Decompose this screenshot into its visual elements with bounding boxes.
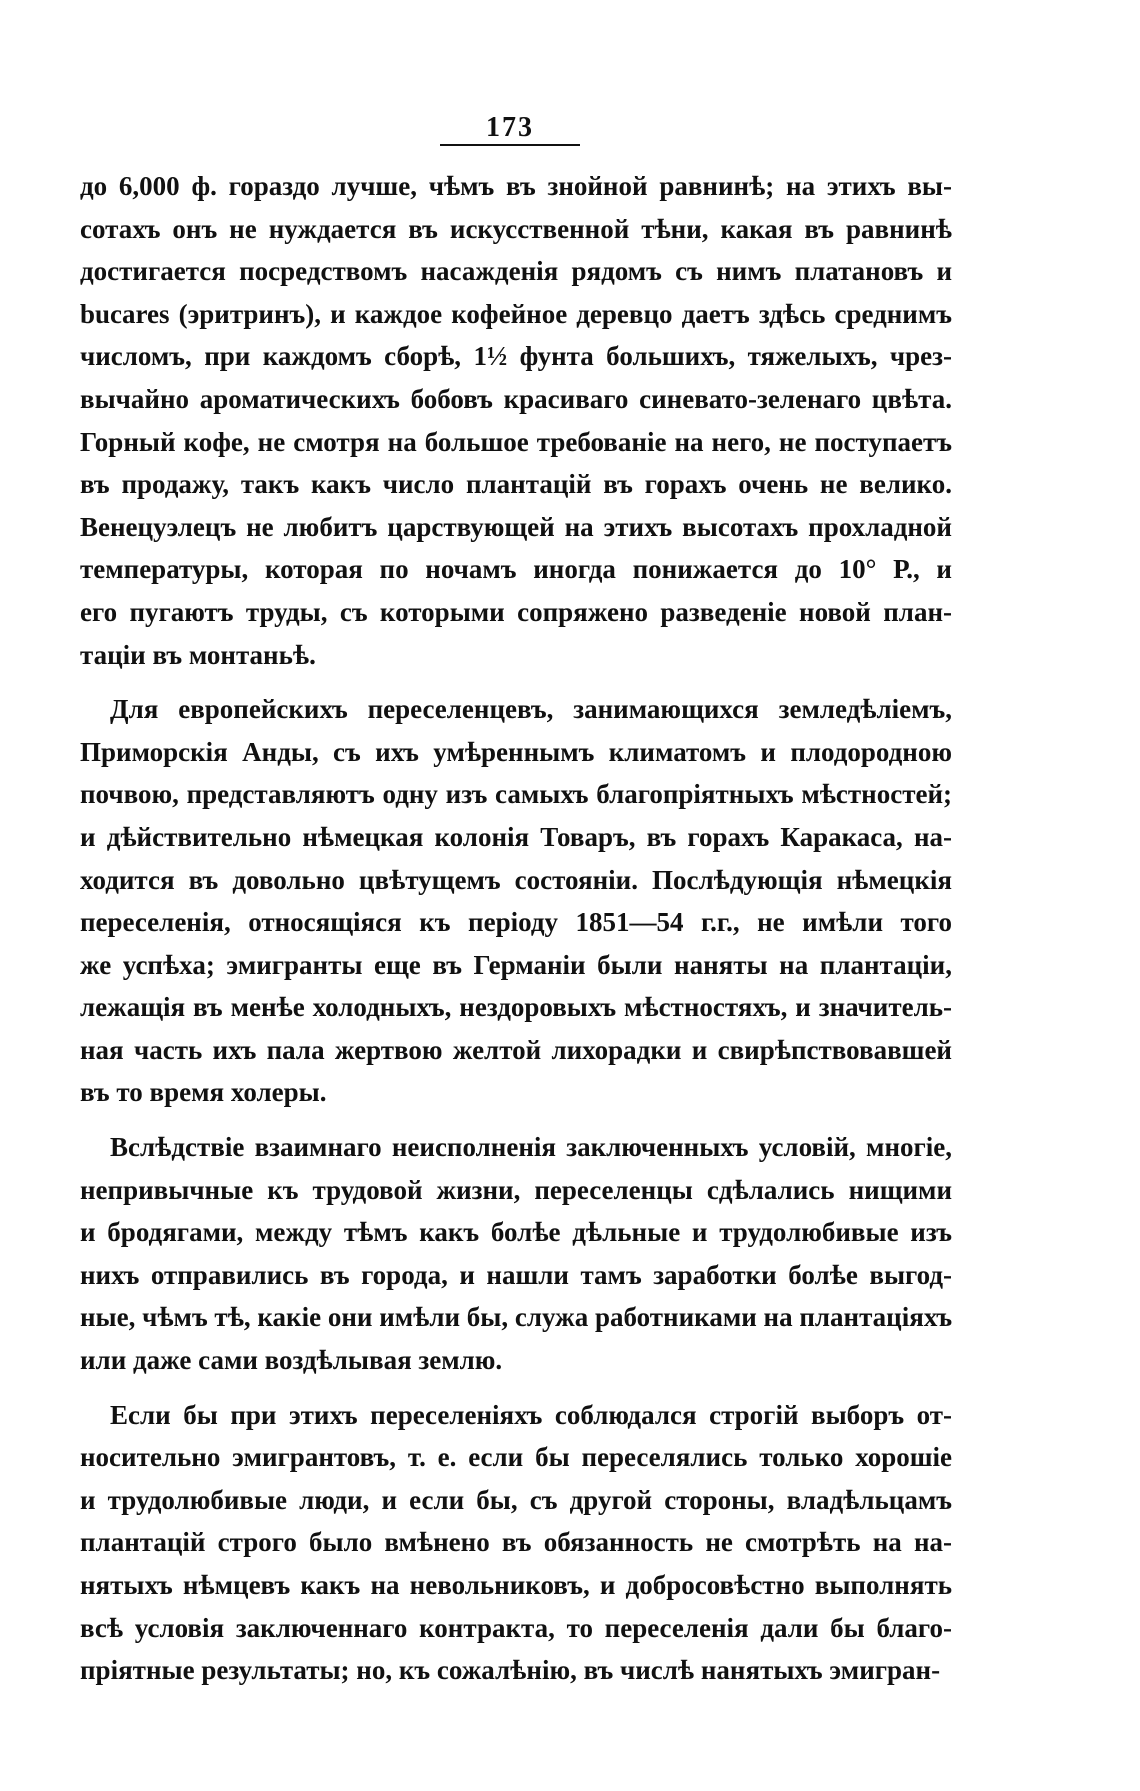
text-line: и трудолюбивые люди, и если бы, съ другой стороны, владѣльцамъ: [80, 1484, 952, 1515]
text-line: и дѣйствительно нѣмецкая колонія Товаръ, въ горахъ Каракаса, на-: [80, 821, 952, 852]
text-line: bucares (эритринъ), и каждое кофейное деревцо даетъ здѣсь среднимъ: [80, 298, 952, 329]
text-line: Венецуэлецъ не любитъ царствующей на этихъ высотахъ прохладной: [80, 511, 952, 542]
text-line: ные, чѣмъ тѣ, какіе они имѣли бы, служа работниками на плантаціяхъ: [80, 1302, 953, 1333]
text-line: таціи въ монтаньѣ.: [80, 639, 316, 670]
text-line: нятыхъ нѣмцевъ какъ на невольниковъ, и добросовѣстно выполнять: [80, 1570, 952, 1600]
text-line: непривычные къ трудовой жизни, переселенцы сдѣлались нищими: [80, 1174, 952, 1205]
paragraph-gap: [80, 676, 952, 688]
text-line: Для европейскихъ переселенцевъ, занимающихся земледѣліемъ,: [110, 694, 952, 725]
text-line: переселенія, относящіяся къ періоду 1851—54 г.г., не имѣли того: [80, 907, 952, 938]
header-rule: [440, 144, 580, 146]
text-line: и бродягами, между тѣмъ какъ болѣе дѣльные и трудолюбивые изъ: [80, 1217, 952, 1248]
text-line: лежащія въ менѣе холодныхъ, нездоровыхъ мѣстностяхъ, и значитель-: [80, 992, 952, 1023]
text-line: пріятные результаты; но, къ сожалѣнію, въ числѣ нанятыхъ эмигран-: [80, 1655, 941, 1686]
text-line: всѣ условія заключеннаго контракта, то переселенія дали бы благо-: [80, 1612, 952, 1643]
text-line: носительно эмигрантовъ, т. е. если бы переселялись только хорошіе: [80, 1442, 952, 1473]
paragraph-3: [80, 1126, 952, 1382]
text-line: или даже сами воздѣлывая землю.: [80, 1345, 503, 1376]
text-line: сотахъ онъ не нуждается въ искусственной тѣни, какая въ равнинѣ: [80, 213, 952, 244]
text-line: ходится въ довольно цвѣтущемъ состояніи. Послѣдующія нѣмецкія: [80, 864, 952, 895]
paragraph-4: [80, 1394, 952, 1692]
paragraph-gap: [80, 1114, 952, 1126]
text-line: его пугаютъ труды, съ которыми сопряжено разведеніе новой план-: [80, 596, 952, 627]
text-line: Если бы при этихъ переселеніяхъ соблюдался строгій выборъ от-: [110, 1399, 952, 1430]
paragraph-1: [80, 165, 952, 676]
paragraph-gap: [80, 1382, 952, 1394]
text-line: въ продажу, такъ какъ число плантацій въ горахъ очень не велико.: [80, 469, 952, 500]
body-text: [80, 165, 952, 1692]
text-line: Приморскія Анды, съ ихъ умѣреннымъ климатомъ и плодородною: [80, 736, 952, 767]
paragraph-2: [80, 688, 952, 1114]
text-line: въ то время холеры.: [80, 1077, 327, 1108]
text-line: достигается посредствомъ насажденія рядомъ съ нимъ платановъ и: [80, 256, 952, 287]
text-line: нихъ отправились въ города, и нашли тамъ заработки болѣе выгод-: [80, 1259, 952, 1290]
text-line: почвою, представляютъ одну изъ самыхъ благопріятныхъ мѣстностей;: [80, 779, 952, 810]
text-line: Горный кофе, не смотря на большое требованіе на него, не поступаетъ: [80, 426, 952, 457]
page-number: 173: [486, 112, 534, 143]
text-line: числомъ, при каждомъ сборѣ, 1½ фунта большихъ, тяжелыхъ, чрез-: [80, 341, 952, 372]
text-line: ная часть ихъ пала жертвою желтой лихорадки и свирѣпствовавшей: [80, 1034, 952, 1065]
text-line: Вслѣдствіе взаимнаго неисполненія заключенныхъ условій, многіе,: [110, 1132, 952, 1163]
text-line: вычайно ароматическихъ бобовъ красиваго синевато-зеленаго цвѣта.: [80, 383, 952, 414]
text-line: до 6,000 ф. гораздо лучше, чѣмъ въ знойной равнинѣ; на этихъ вы-: [80, 171, 952, 201]
text-line: температуры, которая по ночамъ иногда понижается до 10° Р., и: [80, 554, 952, 585]
text-line: же успѣха; эмигранты еще въ Германіи были наняты на плантаціи,: [80, 949, 952, 980]
text-line: плантацій строго было вмѣнено въ обязанность не смотрѣть на на-: [80, 1527, 952, 1558]
